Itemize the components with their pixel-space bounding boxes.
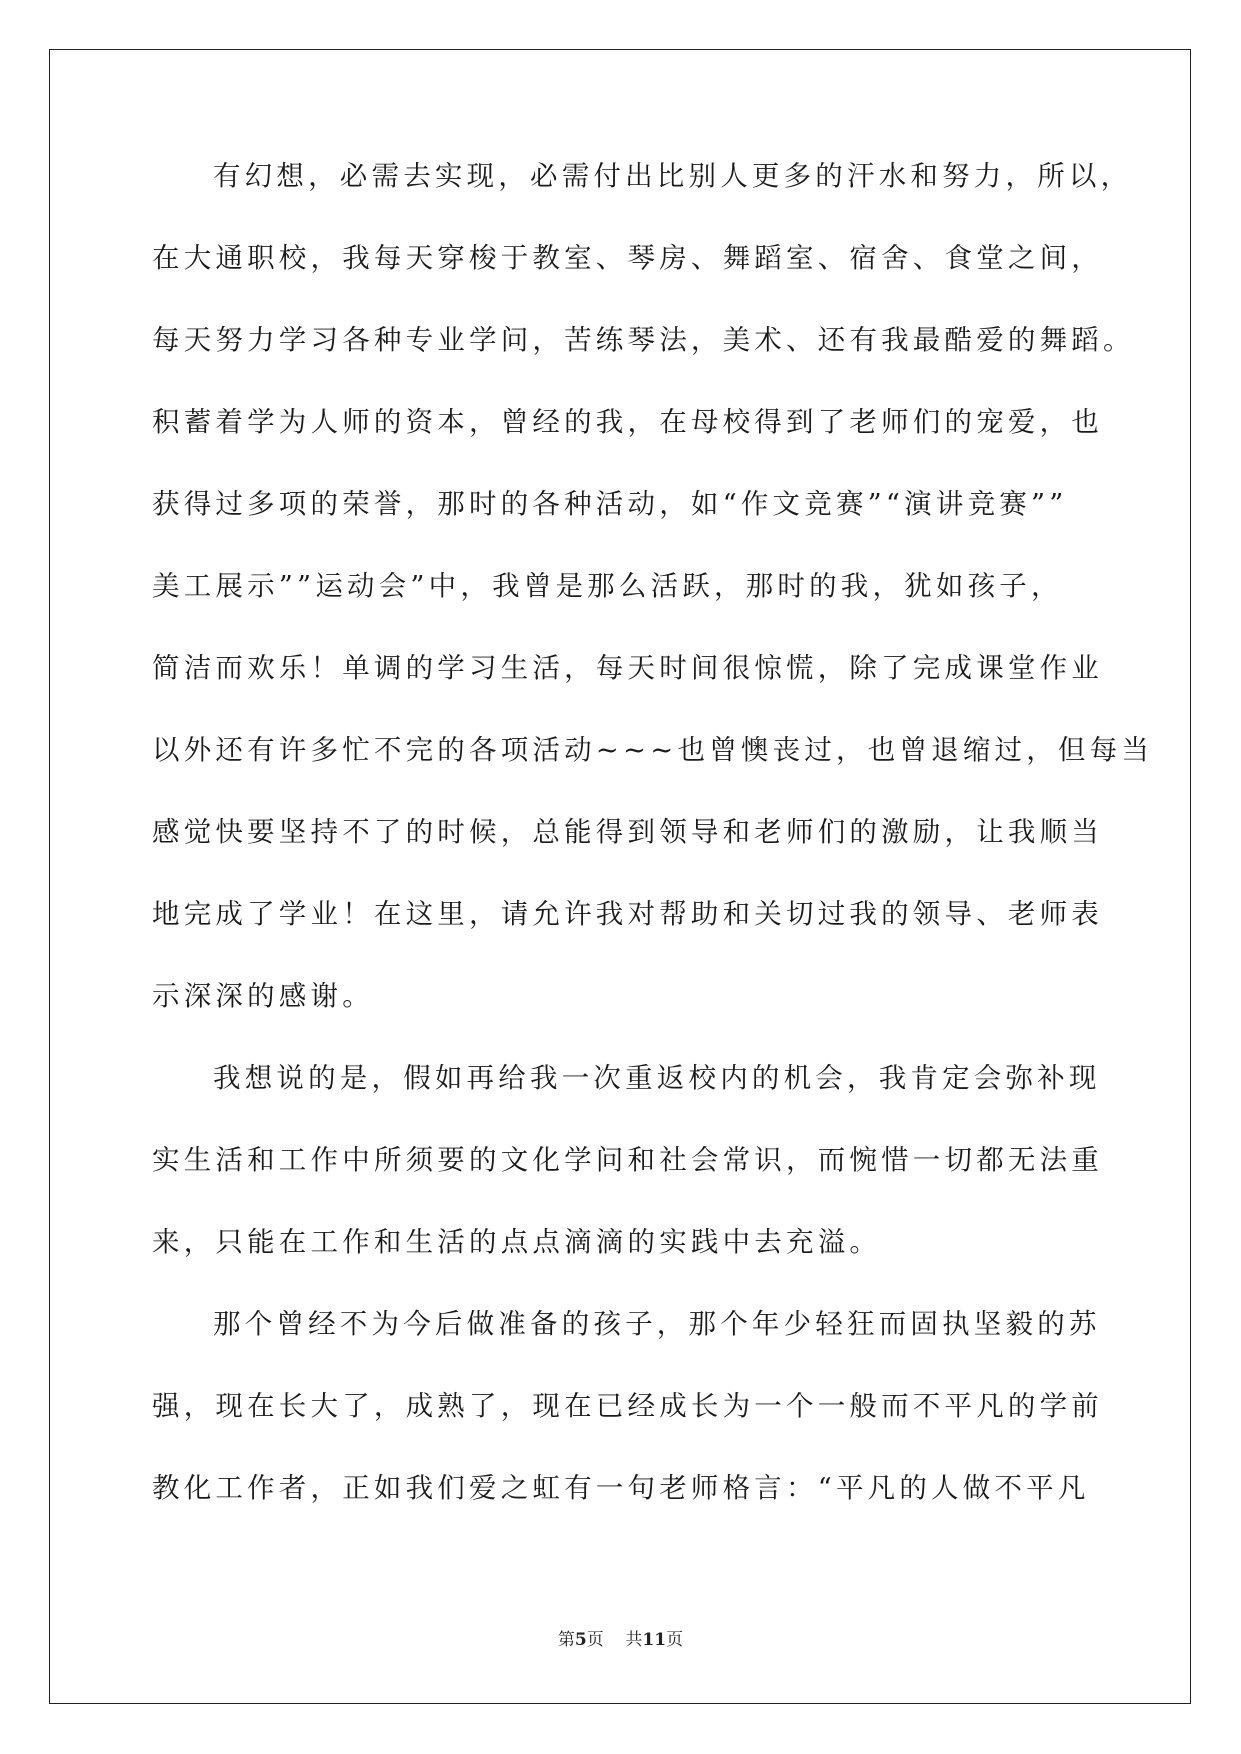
text-line: 有幻想，必需去实现，必需付出比别人更多的汗水和努力，所以， bbox=[213, 160, 1133, 192]
text-line: 那个曾经不为今后做准备的孩子，那个年少轻狂而固执坚毅的苏 bbox=[213, 1308, 1101, 1340]
document-body bbox=[152, 160, 1154, 1556]
text-line: 教化工作者，正如我们爱之虹有一句老师格言：“平凡的人做不平凡 bbox=[152, 1472, 1090, 1504]
footer-page-suffix: 页 bbox=[586, 1630, 604, 1650]
footer-total-prefix: 共 bbox=[625, 1630, 643, 1650]
text-line: 来，只能在工作和生活的点点滴滴的实践中去充溢。 bbox=[152, 1226, 882, 1258]
text-line: 获得过多项的荣誉，那时的各种活动，如“作文竞赛”“演讲竞赛”” bbox=[152, 488, 1068, 520]
text-line: 美工展示””运动会”中，我曾是那么活跃，那时的我，犹如孩子， bbox=[152, 570, 1063, 602]
text-line: 每天努力学习各种专业学问，苦练琴法，美术、还有我最酷爱的舞蹈。 bbox=[152, 324, 1135, 356]
text-line: 示深深的感谢。 bbox=[152, 980, 374, 1012]
text-line: 地完成了学业！在这里，请允许我对帮助和关切过我的领导、老师表 bbox=[152, 898, 1103, 930]
text-line: 简洁而欢乐！单调的学习生活，每天时间很惊慌，除了完成课堂作业 bbox=[152, 652, 1103, 684]
text-line: 在大通职校，我每天穿梭于教室、琴房、舞蹈室、宿舍、食堂之间， bbox=[152, 242, 1103, 274]
text-line: 以外还有许多忙不完的各项活动~~~也曾懊丧过，也曾退缩过，但每当 bbox=[152, 734, 1154, 766]
footer-total-suffix: 页 bbox=[666, 1630, 684, 1650]
page-footer bbox=[0, 1625, 1241, 1650]
page-number: 5 bbox=[574, 1630, 587, 1650]
text-line: 积蓄着学为人师的资本，曾经的我，在母校得到了老师们的宠爱，也 bbox=[152, 406, 1103, 438]
total-pages: 11 bbox=[642, 1630, 667, 1650]
text-line: 强，现在长大了，成熟了，现在已经成长为一个一般而不平凡的学前 bbox=[152, 1390, 1103, 1422]
text-line: 感觉快要坚持不了的时候，总能得到领导和老师们的激励，让我顺当 bbox=[152, 816, 1103, 848]
text-line: 实生活和工作中所须要的文化学问和社会常识，而惋惜一切都无法重 bbox=[152, 1144, 1103, 1176]
footer-prefix: 第 bbox=[557, 1630, 575, 1650]
text-line: 我想说的是，假如再给我一次重返校内的机会，我肯定会弥补现 bbox=[213, 1062, 1101, 1094]
